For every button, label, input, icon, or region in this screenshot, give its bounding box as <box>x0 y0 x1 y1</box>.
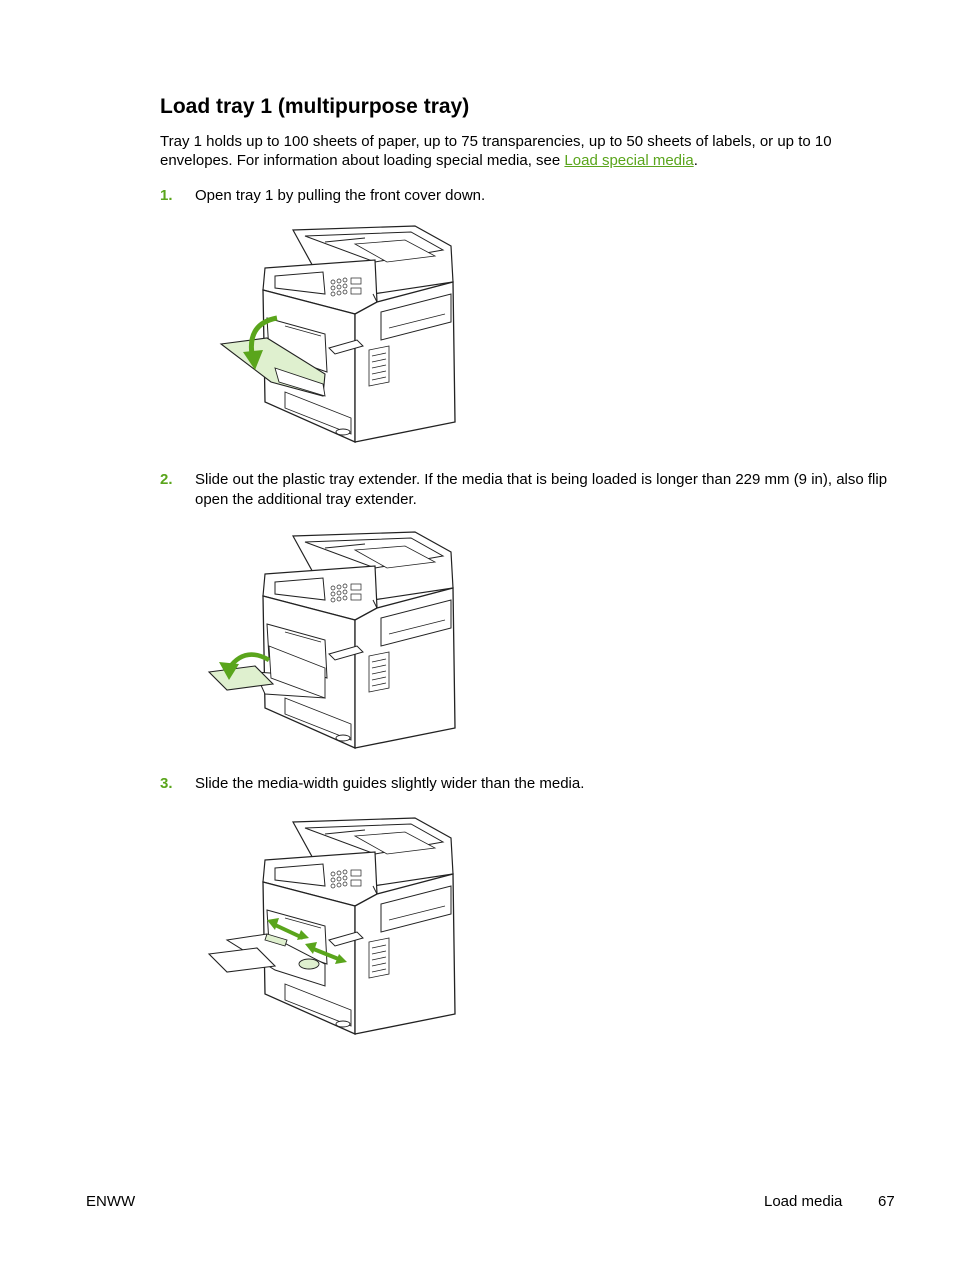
intro-text-end: . <box>693 152 698 169</box>
step-number: 2. <box>160 471 173 488</box>
intro-paragraph <box>160 132 890 170</box>
figure-open-tray-1 <box>205 222 465 452</box>
intro-text: Tray 1 holds up to 100 sheets of paper, up to 75 transparencies, up to 50 sheets of labels, or up to 10 envelopes. For information about loading special media, see <box>160 133 832 169</box>
page-number: 67 <box>878 1193 895 1210</box>
footer-left: ENWW <box>86 1193 136 1210</box>
step-number: 3. <box>160 775 173 792</box>
step-text: Slide out the plastic tray extender. If the media that is being loaded is longer than 229 mm (9 in), also flip open the additional tray extender. <box>195 471 888 508</box>
load-special-media-link[interactable]: Load special media <box>564 152 694 169</box>
step-text: Open tray 1 by pulling the front cover down. <box>195 187 486 204</box>
figure-slide-tray-extender <box>205 528 465 758</box>
figure-slide-media-width-guides <box>205 814 465 1044</box>
page-title: Load tray 1 (multipurpose tray) <box>160 95 470 118</box>
footer-section-title: Load media <box>764 1193 843 1210</box>
step-number: 1. <box>160 187 173 204</box>
step-text: Slide the media-width guides slightly wider than the media. <box>195 775 585 792</box>
